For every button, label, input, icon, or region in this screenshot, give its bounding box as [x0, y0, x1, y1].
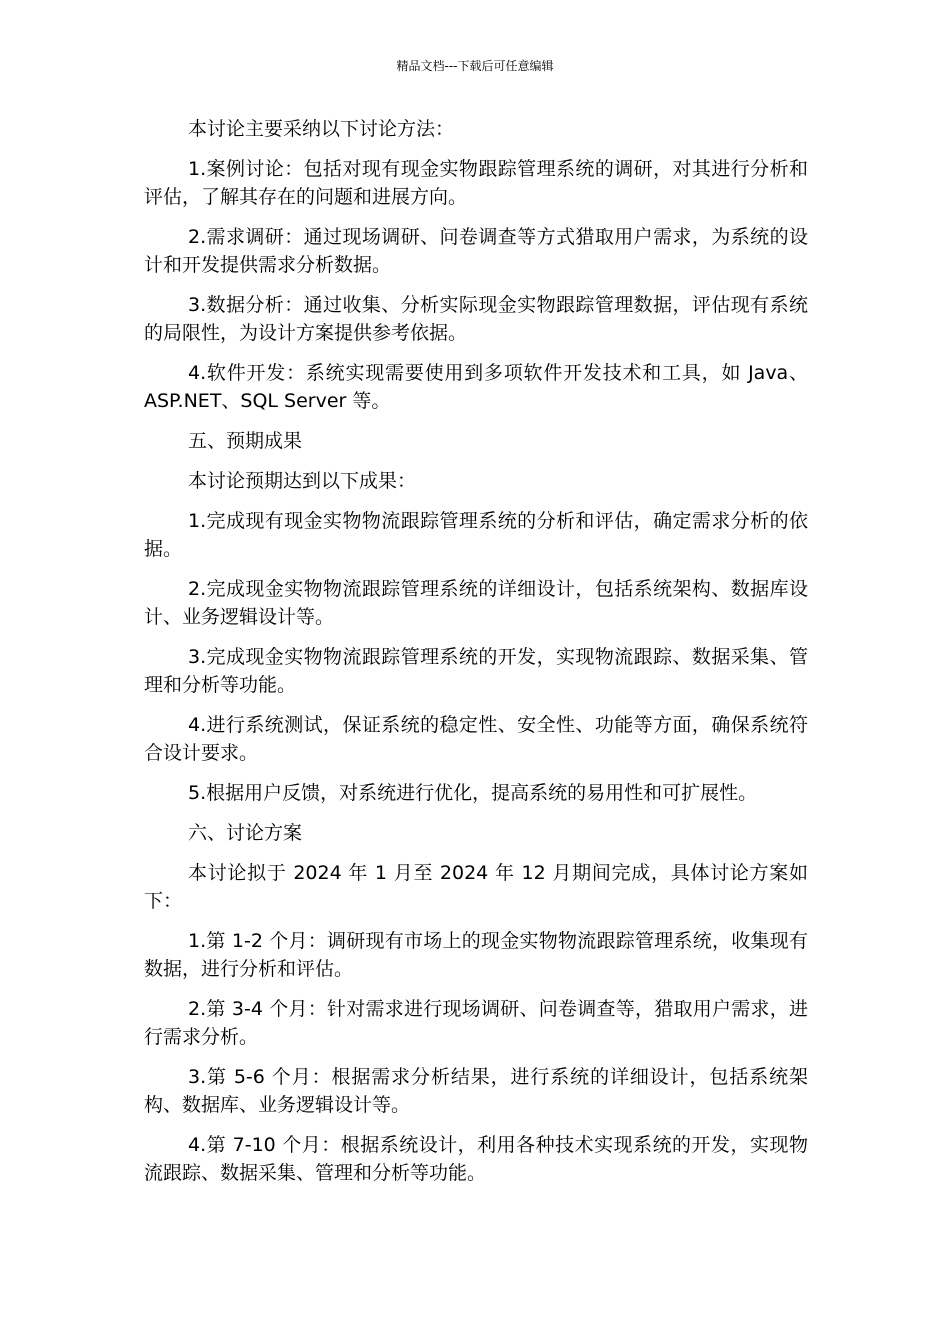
- paragraph-plan-step-3: 3.第 5-6 个月：根据需求分析结果，进行系统的详细设计，包括系统架构、数据库、业务逻辑设计等。: [144, 1066, 808, 1116]
- paragraph-result-1: 1.完成现有现金实物物流跟踪管理系统的分析和评估，确定需求分析的依据。: [144, 510, 808, 560]
- paragraph-method-software-dev: 4.软件开发：系统实现需要使用到多项软件开发技术和工具，如 Java、ASP.NET、SQL Server 等。: [144, 362, 808, 412]
- paragraph-plan-intro: 本讨论拟于 2024 年 1 月至 2024 年 12 月期间完成，具体讨论方案如下：: [144, 862, 808, 912]
- paragraph-method-case-study: 1.案例讨论：包括对现有现金实物跟踪管理系统的调研，对其进行分析和评估，了解其存在的问题和进展方向。: [144, 158, 808, 208]
- paragraph-methods-intro: 本讨论主要采纳以下讨论方法：: [188, 118, 455, 140]
- paragraph-method-data-analysis: 3.数据分析：通过收集、分析实际现金实物跟踪管理数据，评估现有系统的局限性，为设计方案提供参考依据。: [144, 294, 808, 344]
- paragraph-results-intro: 本讨论预期达到以下成果：: [188, 470, 417, 492]
- paragraph-method-requirements: 2.需求调研：通过现场调研、问卷调查等方式猎取用户需求，为系统的设计和开发提供需求分析数据。: [144, 226, 808, 276]
- document-body: [144, 115, 808, 1199]
- paragraph-result-4: 4.进行系统测试，保证系统的稳定性、安全性、功能等方面，确保系统符合设计要求。: [144, 714, 808, 764]
- paragraph-plan-step-1: 1.第 1-2 个月：调研现有市场上的现金实物物流跟踪管理系统，收集现有数据，进行分析和评估。: [144, 930, 808, 980]
- paragraph-plan-step-4: 4.第 7-10 个月：根据系统设计，利用各种技术实现系统的开发，实现物流跟踪、数据采集、管理和分析等功能。: [144, 1134, 808, 1184]
- paragraph-result-5: 5.根据用户反馈，对系统进行优化，提高系统的易用性和可扩展性。: [188, 782, 758, 804]
- paragraph-plan-step-2: 2.第 3-4 个月：针对需求进行现场调研、问卷调查等，猎取用户需求，进行需求分析。: [144, 998, 808, 1048]
- paragraph-result-2: 2.完成现金实物物流跟踪管理系统的详细设计，包括系统架构、数据库设计、业务逻辑设计等。: [144, 578, 808, 628]
- section-heading-expected-results: 五、预期成果: [188, 430, 303, 452]
- paragraph-result-3: 3.完成现金实物物流跟踪管理系统的开发，实现物流跟踪、数据采集、管理和分析等功能。: [144, 646, 808, 696]
- page-header: 精品文档---下载后可任意编辑: [396, 59, 554, 73]
- section-heading-plan: 六、讨论方案: [188, 822, 303, 844]
